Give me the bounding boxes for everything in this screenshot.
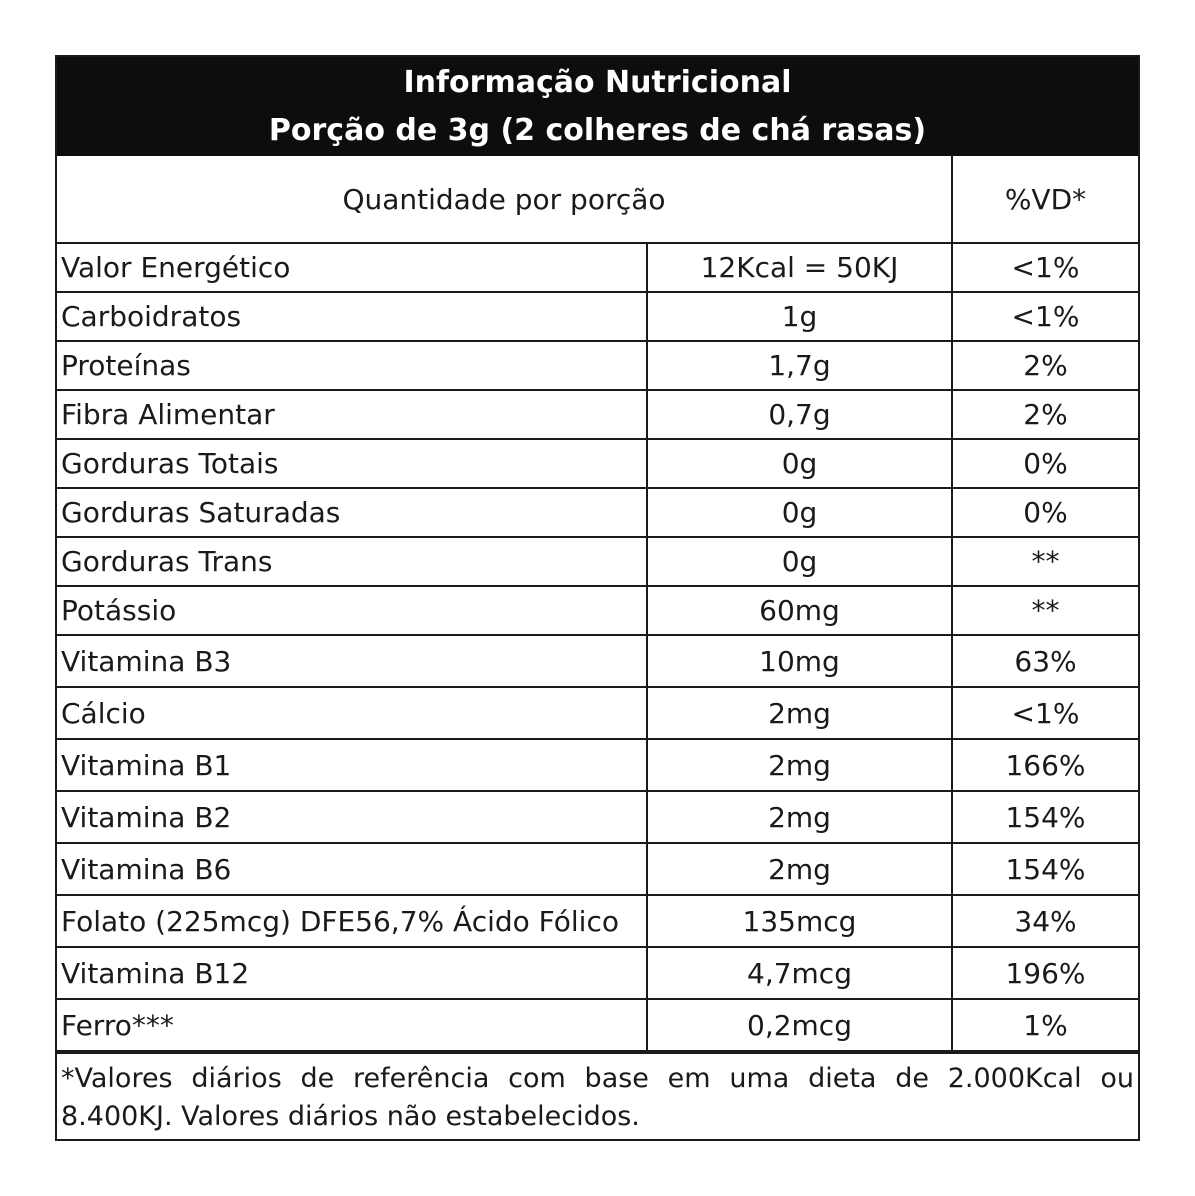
table-row (57, 791, 1138, 843)
nutrient-dv: 2% (952, 390, 1138, 439)
nutrient-amount: 0,7g (647, 390, 952, 439)
nutrient-dv: <1% (952, 243, 1138, 292)
nutrient-dv: 166% (952, 739, 1138, 791)
nutrient-name: Vitamina B12 (57, 947, 647, 999)
nutrient-amount: 0,2mcg (647, 999, 952, 1051)
nutrient-name: Vitamina B1 (57, 739, 647, 791)
nutrient-amount: 2mg (647, 791, 952, 843)
column-header-row (57, 156, 1138, 243)
table-title: Informação Nutricional (403, 65, 792, 100)
nutrient-name: Vitamina B2 (57, 791, 647, 843)
nutrient-dv: 0% (952, 488, 1138, 537)
table-row (57, 999, 1138, 1051)
nutrient-dv: 1% (952, 999, 1138, 1051)
nutrient-amount: 60mg (647, 586, 952, 635)
footnote: *Valores diários de referência com base em uma dieta de 2.000Kcal ou 8.400KJ. Valores diários não estabelecidos. (57, 1052, 1138, 1144)
nutrient-amount: 2mg (647, 843, 952, 895)
nutrient-name: Fibra Alimentar (57, 390, 647, 439)
table-row (57, 947, 1138, 999)
table-row (57, 635, 1138, 687)
nutrient-amount: 1,7g (647, 341, 952, 390)
nutrient-amount: 10mg (647, 635, 952, 687)
nutrient-name: Gorduras Saturadas (57, 488, 647, 537)
table-row (57, 895, 1138, 947)
table-row (57, 488, 1138, 537)
table-row (57, 243, 1138, 292)
nutrient-dv: 34% (952, 895, 1138, 947)
nutrient-dv: 154% (952, 843, 1138, 895)
table-row (57, 292, 1138, 341)
nutrient-grid (57, 156, 1138, 1052)
nutrient-dv: ** (952, 537, 1138, 586)
serving-size: Porção de 3g (2 colheres de chá rasas) (268, 113, 927, 148)
nutrient-amount: 12Kcal = 50KJ (647, 243, 952, 292)
table-row (57, 537, 1138, 586)
nutrient-dv: <1% (952, 292, 1138, 341)
nutrient-dv: 2% (952, 341, 1138, 390)
table-row (57, 739, 1138, 791)
nutrient-name: Folato (225mcg) DFE56,7% Ácido Fólico (57, 895, 647, 947)
table-row (57, 439, 1138, 488)
nutrient-name: Valor Energético (57, 243, 647, 292)
nutrient-amount: 2mg (647, 687, 952, 739)
nutrient-amount: 0g (647, 537, 952, 586)
nutrient-name: Gorduras Trans (57, 537, 647, 586)
nutrient-amount: 1g (647, 292, 952, 341)
nutrient-dv: 63% (952, 635, 1138, 687)
nutrient-dv: 0% (952, 439, 1138, 488)
nutrient-amount: 2mg (647, 739, 952, 791)
nutrient-name: Carboidratos (57, 292, 647, 341)
nutrient-dv: <1% (952, 687, 1138, 739)
nutrient-name: Potássio (57, 586, 647, 635)
table-row (57, 390, 1138, 439)
nutrient-name: Cálcio (57, 687, 647, 739)
nutrition-facts-table (55, 55, 1140, 1141)
table-header (57, 57, 1138, 156)
table-row (57, 586, 1138, 635)
nutrient-name: Proteínas (57, 341, 647, 390)
nutrient-amount: 4,7mcg (647, 947, 952, 999)
nutrient-dv: 196% (952, 947, 1138, 999)
table-row (57, 843, 1138, 895)
nutrient-name: Vitamina B6 (57, 843, 647, 895)
table-row (57, 341, 1138, 390)
nutrient-amount: 0g (647, 488, 952, 537)
dv-column-header: %VD* (952, 156, 1138, 243)
nutrient-amount: 0g (647, 439, 952, 488)
quantity-column-header: Quantidade por porção (57, 156, 952, 243)
table-row (57, 687, 1138, 739)
nutrient-dv: ** (952, 586, 1138, 635)
nutrient-dv: 154% (952, 791, 1138, 843)
nutrient-name: Vitamina B3 (57, 635, 647, 687)
nutrient-name: Ferro*** (57, 999, 647, 1051)
nutrient-amount: 135mcg (647, 895, 952, 947)
nutrient-name: Gorduras Totais (57, 439, 647, 488)
